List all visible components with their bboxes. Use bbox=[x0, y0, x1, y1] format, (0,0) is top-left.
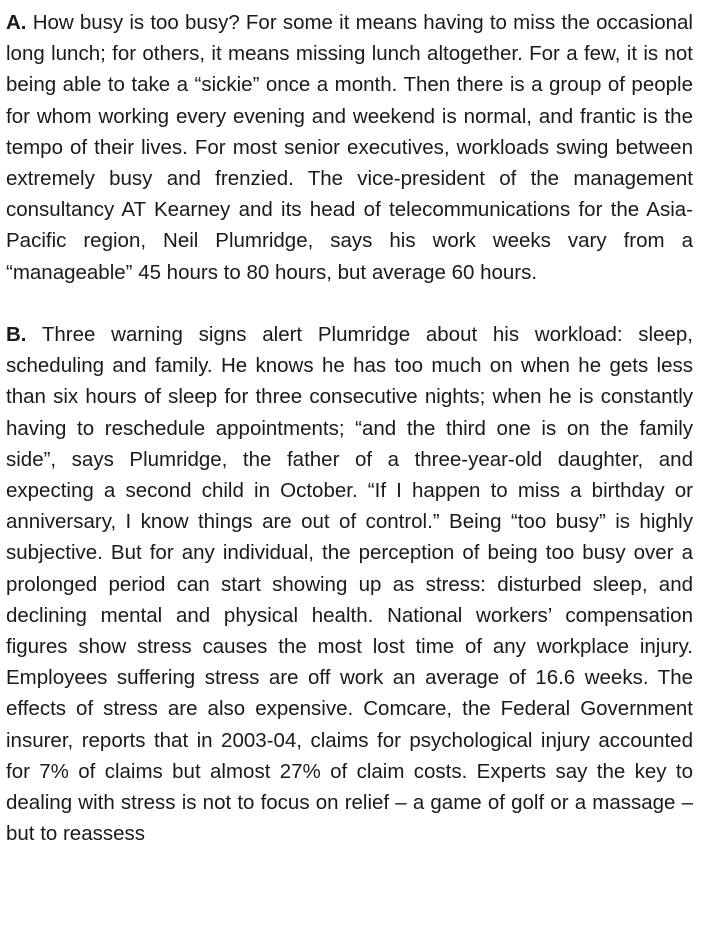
paragraph-letter: A. bbox=[6, 11, 27, 34]
paragraph-text: Three warning signs alert Plumridge about his workload: sleep, scheduling and family. He knows he has too much on when he gets less than six hours of sleep for three consecutive nights; when he is constantly having to reschedule appointments; “and the third one is on the family side”, says Plumridge, the father of a three-year-old daughter, and expecting a second child in October. “If I happen to miss a birthday or anniversary, I know things are out of control.” Being “too busy” is highly subjective. But for any individual, the perception of being too busy over a prolonged period can start showing up as stress: disturbed sleep, and declining mental and physical health. National workers’ compensation figures show stress causes the most lost time of any workplace injury. Employees suffering stress are off work an average of 16.6 weeks. The effects of stress are also expensive. Comcare, the Federal Government insurer, reports that in 2003-04, claims for psychological injury accounted for 7% of claims but almost 27% of claim costs. Experts say the key to dealing with stress is not to focus on relief – a game of golf or a massage – but to reassess bbox=[6, 323, 693, 846]
paragraph-b bbox=[6, 319, 693, 849]
document-page bbox=[6, 7, 693, 849]
paragraph-letter: B. bbox=[6, 323, 27, 347]
paragraph-text: How busy is too busy? For some it means having to miss the occasional long lunch; for others, it means missing lunch altogether. For a few, it is not being able to take a “sickie” once a month. Then there is a group of people for whom working every evening and weekend is normal, and frantic is the tempo of their lives. For most senior executives, workloads swing between extremely busy and frenzied. The vice-president of the management consultancy AT Kearney and its head of telecommunications for the Asia-Pacific region, Neil Plumridge, says his work weeks vary from a “manageable” 45 hours to 80 hours, but average 60 hours. bbox=[6, 11, 693, 284]
paragraph-a bbox=[6, 7, 693, 288]
